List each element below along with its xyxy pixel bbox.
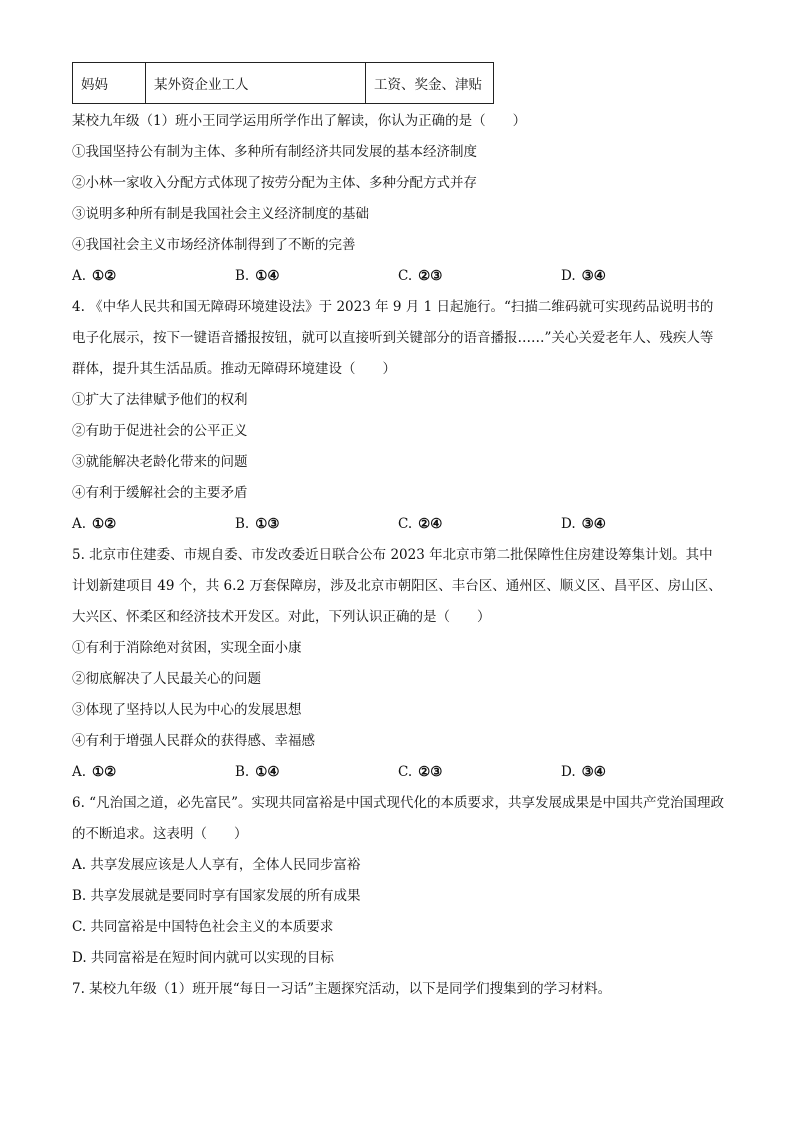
q6-stem: 6. “凡治国之道，必先富民”。实现共同富裕是中国式现代化的本质要求，共享发展成果是中国共产党治国理政的不断追求。这表明（ ） [72,795,724,842]
q4-statement-1: ①扩大了法律赋予他们的权利 [72,392,248,408]
q3-option-b[interactable]: B. ①④ [235,268,280,284]
table-cell-job: 某外资企业工人 [146,63,366,104]
q4-option-c[interactable]: C. ②④ [398,516,443,532]
q5-stem: 5. 北京市住建委、市规自委、市发改委近日联合公布 2023 年北京市第二批保障性住房建设筹集计划。其中计划新建项目 49 个，共 6.2 万套保障房，涉及北京市朝阳区、丰台区、通州区、顺义区、昌平区、房山区、大兴区、怀柔区和经济技术开发区。对此，下列认识正确的是（ ） [72,547,722,625]
q4-option-d[interactable]: D. ③④ [561,516,606,532]
q3-option-c[interactable]: C. ②③ [398,268,443,284]
q5-option-c[interactable]: C. ②③ [398,764,443,780]
q3-statement-1: ①我国坚持公有制为主体、多种所有制经济共同发展的基本经济制度 [72,144,477,160]
q5-option-b[interactable]: B. ①④ [235,764,280,780]
family-income-table [72,62,494,104]
q4-statement-3: ③就能解决老龄化带来的问题 [72,454,248,470]
q5-statement-4: ④有利于增强人民群众的获得感、幸福感 [72,733,315,749]
question-content [72,106,724,1005]
q4-stem: 4. 《中华人民共和国无障碍环境建设法》于 2023 年 9 月 1 日起施行。“扫描二维码就可实现药品说明书的电子化展示，按下一键语音播报按钮，就可以直接听到关键部分的语音播报……”关心关爱老年人、残疾人等群体，提升其生活品质。推动无障碍环境建设（ ） [72,299,714,377]
q4-options [72,509,724,540]
q3-statement-3: ③说明多种所有制是我国社会主义经济制度的基础 [72,206,369,222]
q3-statement-4: ④我国社会主义市场经济体制得到了不断的完善 [72,237,356,253]
q3-option-d[interactable]: D. ③④ [561,268,606,284]
q5-option-d[interactable]: D. ③④ [561,764,606,780]
q5-options [72,757,724,788]
q6-choice-a[interactable]: A. 共享发展应该是人人享有，全体人民同步富裕 [72,857,361,873]
table-cell-income: 工资、奖金、津贴 [366,63,494,104]
q6-choice-d[interactable]: D. 共同富裕是在短时间内就可以实现的目标 [72,950,334,966]
q4-statement-2: ②有助于促进社会的公平正义 [72,423,248,439]
q3-option-a[interactable]: A. ①② [72,268,117,284]
q5-statement-2: ②彻底解决了人民最关心的问题 [72,671,261,687]
q3-statement-2: ②小林一家收入分配方式体现了按劳分配为主体、多种分配方式并存 [72,175,477,191]
table-cell-member: 妈妈 [73,63,146,104]
q6-choice-c[interactable]: C. 共同富裕是中国特色社会主义的本质要求 [72,919,334,935]
q5-option-a[interactable]: A. ①② [72,764,117,780]
q5-statement-1: ①有利于消除绝对贫困，实现全面小康 [72,640,302,656]
q4-option-a[interactable]: A. ①② [72,516,117,532]
q3-options [72,261,724,292]
q7-stem: 7. 某校九年级（1）班开展“每日一习话”主题探究活动，以下是同学们搜集到的学习材料。 [72,981,612,997]
q4-statement-4: ④有利于缓解社会的主要矛盾 [72,485,248,501]
q6-choice-b[interactable]: B. 共享发展就是要同时享有国家发展的所有成果 [72,888,361,904]
q5-statement-3: ③体现了坚持以人民为中心的发展思想 [72,702,302,718]
q4-option-b[interactable]: B. ①③ [235,516,280,532]
table-row [73,63,494,104]
q3-stem: 某校九年级（1）班小王同学运用所学作出了解读，你认为正确的是（ ） [72,113,527,129]
